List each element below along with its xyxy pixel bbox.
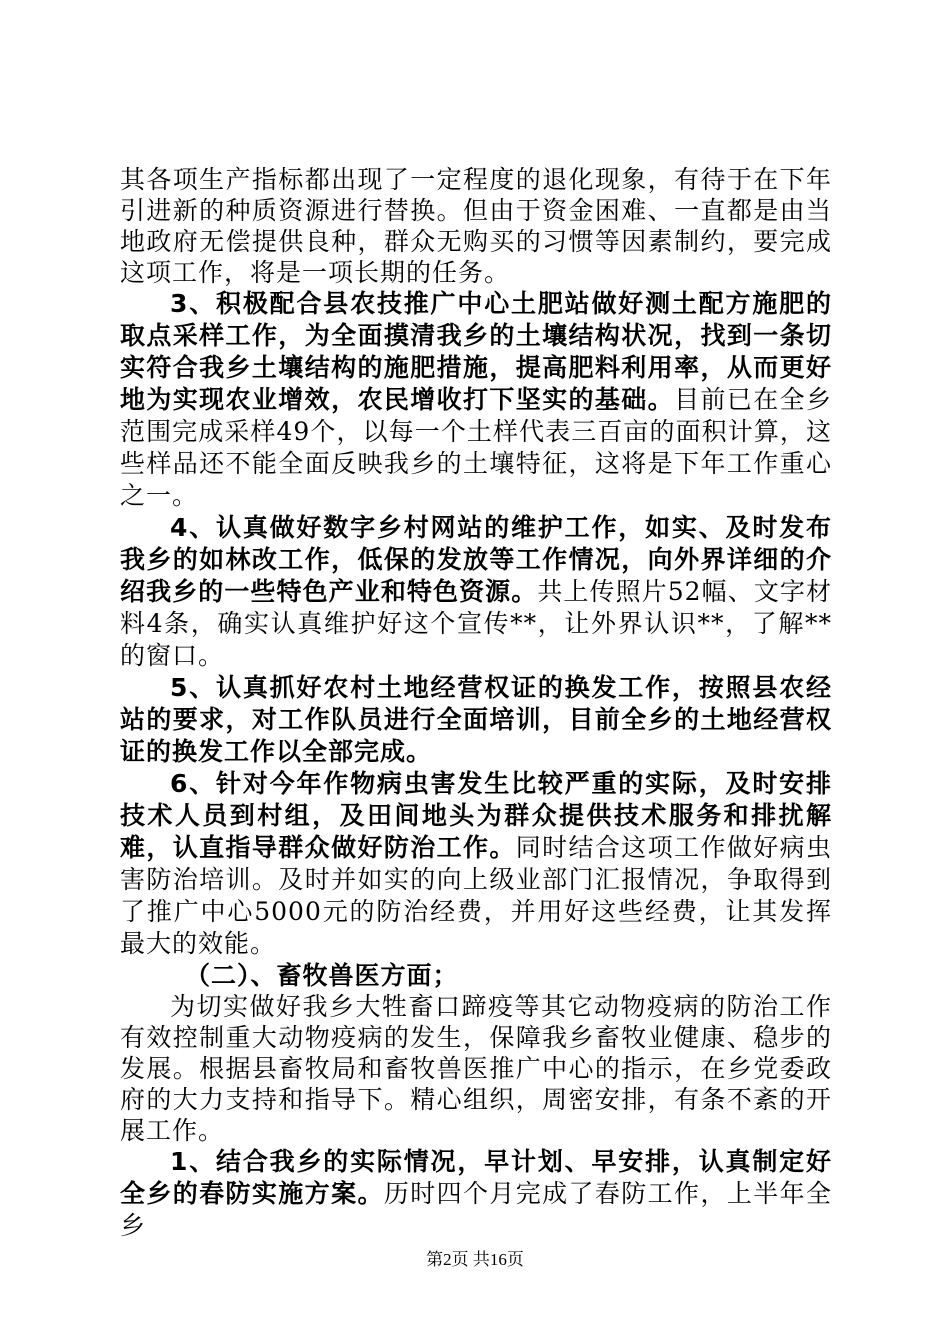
paragraph-text: 为切实做好我乡大牲畜口蹄疫等其它动物疫病的防治工作有效控制重大动物疫病的发生，保障我乡畜牧业健康、稳步的发展。根据县畜牧局和畜牧兽医推广中心的指示，在乡党委政府的大力支持和指导下。精心组织，周密安排，有条不紊的开展工作。 [120,992,832,1145]
paragraph-lead: 1、结合我乡的实际情况，早计划、早安排，认真制定好全乡的春防实施方案。 [120,1147,832,1208]
document-body [120,164,832,1242]
paragraph-item-3 [120,288,832,512]
paragraph-lead: 6、针对今年作物病虫害发生比较严重的实际，及时安排技术人员到村组，及田间地头为群众提供技术服务和排扰解难，认直指导群众做好防治工作。 [120,769,832,862]
paragraph-intro [120,991,832,1146]
paragraph-text: 目前已在全乡范围完成采样49个，以每一个土样代表三百亩的面积计算，这些样品还不能全面反映我乡的土壤特征，这将是下年工作重心之一。 [120,385,832,510]
paragraph-text: 共上传照片52幅、文字材料4条，确实认真维护好这个宣传**，让外界认识**，了解**的窗口。 [120,577,832,670]
paragraph-item-6 [120,768,832,960]
paragraph-text: 历时四个月完成了春防工作，上半年全乡 [120,1179,832,1240]
paragraph-item-1 [120,1146,832,1242]
paragraph-item-5 [120,672,832,768]
paragraph-text: 其各项生产指标都出现了一定程度的退化现象，有待于在下年引进新的种质资源进行替换。但由于资金困难、一直都是由当地政府无偿提供良种，群众无购买的习惯等因素制约，要完成这项工作，将是一项长期的任务。 [120,165,832,287]
paragraph-lead: 4、认真做好数字乡村网站的维护工作，如实、及时发布我乡的如林改工作，低保的发放等工作情况，向外界详细的介绍我乡的一些特色产业和特色资源。 [120,513,832,606]
paragraph-lead: 5、认真抓好农村土地经营权证的换发工作，按照县农经站的要求，对工作队员进行全面培训，目前全乡的土地经营权证的换发工作以全部完成。 [120,673,832,766]
paragraph-lead: 3、积极配合县农技推广中心土肥站做好测土配方施肥的取点采样工作，为全面摸清我乡的土壤结构状况，找到一条切实符合我乡土壤结构的施肥措施，提高肥料利用率，从而更好地为实现农业增效，农民增收打下坚实的基础。 [120,289,832,414]
paragraph-text: 同时结合这项工作做好病虫害防治培训。及时并如实的向上级业部门汇报情况，争取得到了推广中心5000元的防治经费，并用好这些经费，让其发挥最大的效能。 [120,833,832,958]
section-heading: （二）、畜牧兽医方面； [185,961,459,990]
paragraph-item-4 [120,512,832,672]
paragraph-continuation [120,164,832,288]
page-footer: 第2页 共16页 [426,1250,524,1269]
